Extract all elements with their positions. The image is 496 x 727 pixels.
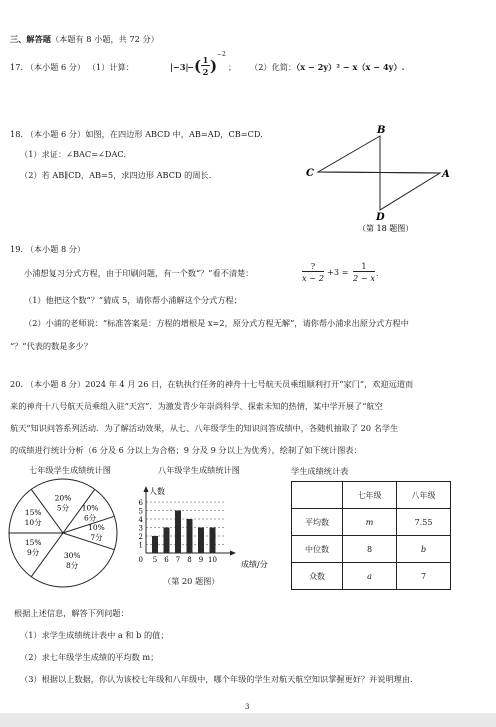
table-cell: 中位数 <box>292 536 343 563</box>
bar-y-tick: 1 <box>138 541 143 550</box>
q17-part2-label: （2）化简： <box>250 62 297 72</box>
q18-diagonal-ca <box>318 172 440 173</box>
section-note: （本题有 8 小题，共 72 分） <box>50 34 159 44</box>
q20-after: 根据上述信息，解答下列问题： <box>14 608 129 618</box>
bar <box>175 511 181 554</box>
q18-label-b: B <box>377 125 386 136</box>
q17-abs-expr: |−3| <box>170 62 189 72</box>
table-cell: 7 <box>397 563 451 590</box>
q19-number: 19. <box>10 244 24 254</box>
q18-part2: （2）若 AB∥CD，AB=5，求四边形 ABCD 的周长. <box>20 170 212 180</box>
bar-y-tick: 4 <box>138 516 143 524</box>
table-cell: 众数 <box>292 563 343 590</box>
bar <box>198 528 204 554</box>
bar-y-label: 人数 <box>149 487 165 496</box>
bar-x-tick: 6 <box>164 556 169 564</box>
stats-table-title: 学生成绩统计表 <box>291 466 349 476</box>
pie-slice-label: 5分 <box>56 503 70 513</box>
bar-chart <box>128 474 288 574</box>
q17-part2 <box>250 62 404 72</box>
q19-part1: （1）他把这个数“？”猜成 5，请你帮小浦解这个分式方程； <box>24 295 242 305</box>
q18-score: （本小题 6 分） <box>25 129 86 139</box>
pie-slice-label: 9分 <box>27 548 40 558</box>
q18-part1: （1）求证：∠BAC=∠DAC. <box>20 149 126 159</box>
q19-part2-line1: （2）小浦的老师说：“标准答案是：方程的增根是 x=2，原分式方程无解”，请你帮小浦求出原分式方程中 <box>24 318 409 328</box>
bar-y-tick: 5 <box>138 507 143 516</box>
bar-x-tick: 9 <box>198 556 204 564</box>
pie-slice-label: 10分 <box>24 517 42 527</box>
table-cell: b <box>397 536 451 563</box>
q17-exponent: −2 <box>217 51 226 58</box>
q19-score: （本小题 8 分） <box>25 244 86 254</box>
q19-heading <box>10 244 85 254</box>
q18-label-a: A <box>442 169 450 180</box>
q17-score: （本小题 6 分） <box>25 62 86 72</box>
table-row <box>292 536 451 563</box>
q19-eq-end: . <box>376 268 379 278</box>
bar <box>152 536 158 553</box>
q20-line3: 航天”知识问答系列活动．为了解活动效果，从七、八年级学生的知识问答成绩中，各随机抽取了 20 名学生 <box>10 423 399 433</box>
bar <box>164 528 170 554</box>
pie-slice-label: 7分 <box>90 533 103 542</box>
table-cell: a <box>343 563 397 590</box>
section-title: 三、解答题 <box>10 34 51 44</box>
section-header <box>10 34 159 44</box>
table-cell <box>292 482 343 509</box>
q18-caption: （第 18 题图） <box>358 224 414 233</box>
q17-paren-right: ) <box>210 57 218 75</box>
q18-figure <box>300 120 470 235</box>
q20-part3: （3）根据以上数据，你认为该校七年级和八年级中，哪个年级的学生对航天航空知识掌握更好？并说明理由. <box>20 674 413 684</box>
q20-part2: （2）求七年级学生成绩的平均数 m； <box>20 652 159 662</box>
bar <box>210 528 216 554</box>
q17-frac-den: 2 <box>202 67 209 77</box>
bar-origin-label: 0 <box>138 556 143 564</box>
q20-text1: （本小题 8 分）2024 年 4 月 26 日，在轨执行任务的神舟十七号航天员乘组顺利打开“家门”，欢迎远道而 <box>25 379 414 389</box>
q19-stem: 小浦想复习分式方程，由于印刷问题，有一个数“？”看不清楚： <box>24 268 254 278</box>
q19-frac1-den: x − 2 <box>302 273 324 283</box>
q20-line4: 的成绩进行统计分析（6 分及 6 分以上为合格；9 分及 9 分以上为优秀），绘制了如下统计图表： <box>10 445 362 455</box>
table-header-row <box>292 482 451 509</box>
q17-part2-expr: （x − 2y）² − x（x − 4y）. <box>296 62 405 72</box>
q19-part2-line2: “？”代表的数是多少？ <box>10 341 93 351</box>
q17-part1-label: （1）计算： <box>87 62 134 72</box>
pie-slice-pct: 10% <box>88 523 105 532</box>
bar-y-tick: 6 <box>138 499 143 507</box>
q18-stem-line <box>10 129 263 139</box>
pie-slice-pct: 30% <box>63 551 81 561</box>
pie-slice-pct: 15% <box>24 538 42 548</box>
table-cell: 七年级 <box>343 482 397 509</box>
bar <box>187 519 193 553</box>
q19-frac2-den: 2 − x <box>353 273 375 283</box>
q17-number: 17. <box>10 62 24 72</box>
table-row <box>292 563 451 590</box>
q17-semicolon: ； <box>228 62 237 72</box>
table-cell: 八年级 <box>397 482 451 509</box>
bar-x-tick: 7 <box>175 556 181 564</box>
q18-label-c: C <box>306 168 314 179</box>
q18-number: 18. <box>10 129 24 139</box>
q18-stem: 如图，在四边形 ABCD 中，AB=AD，CB=CD. <box>85 129 263 139</box>
q18-label-d: D <box>376 212 385 223</box>
bottom-shadow <box>0 713 496 727</box>
q20-line2: 来的神舟十八号航天员乘组入驻“天宫”．为激发青少年崇尚科学、探索未知的热情，某中学开展了“航空 <box>10 401 383 411</box>
pie-slice-pct: 15% <box>24 507 42 517</box>
pie-slice-label: 8分 <box>66 561 79 571</box>
pie-chart <box>5 476 130 591</box>
q19-frac1-num: ? <box>302 261 324 272</box>
pie-slice-pct: 20% <box>54 493 72 503</box>
q17-line <box>10 62 134 72</box>
page-number: 3 <box>245 703 250 711</box>
bar-y-arrow <box>144 486 149 492</box>
q20-line1 <box>10 379 413 389</box>
q19-eq-mid: +3 = <box>327 267 349 277</box>
bar-x-arrow <box>230 551 236 556</box>
bar-y-tick: 2 <box>138 533 143 541</box>
bar-x-label: 成绩/分 <box>241 560 268 569</box>
pie-divider <box>63 533 114 550</box>
table-cell: 平均数 <box>292 509 343 536</box>
q20-caption: （第 20 题图） <box>163 576 220 586</box>
q17-paren-left: ( <box>194 57 202 75</box>
stats-table <box>291 481 451 590</box>
table-cell: m <box>343 509 397 536</box>
table-cell: 8 <box>343 536 397 563</box>
pie-slice-pct: 10% <box>81 503 99 513</box>
pie-title: 七年级学生成绩统计图 <box>29 465 111 475</box>
bar-x-tick: 5 <box>152 556 158 564</box>
bar-x-tick: 10 <box>208 556 217 564</box>
pie-slice-label: 6分 <box>83 513 97 523</box>
bar-y-tick: 3 <box>138 524 143 533</box>
bar-x-tick: 8 <box>187 556 192 564</box>
q17-frac-num: 1 <box>202 55 209 65</box>
bar-chart-title: 八年级学生成绩统计图 <box>158 465 240 475</box>
table-cell: 7.55 <box>397 509 451 536</box>
q17-minus: − <box>187 62 194 72</box>
table-row <box>292 509 451 536</box>
q20-part1: （1）求学生成绩统计表中 a 和 b 的值； <box>20 630 169 640</box>
q20-number: 20. <box>10 379 24 389</box>
q19-frac2-num: 1 <box>353 261 375 272</box>
